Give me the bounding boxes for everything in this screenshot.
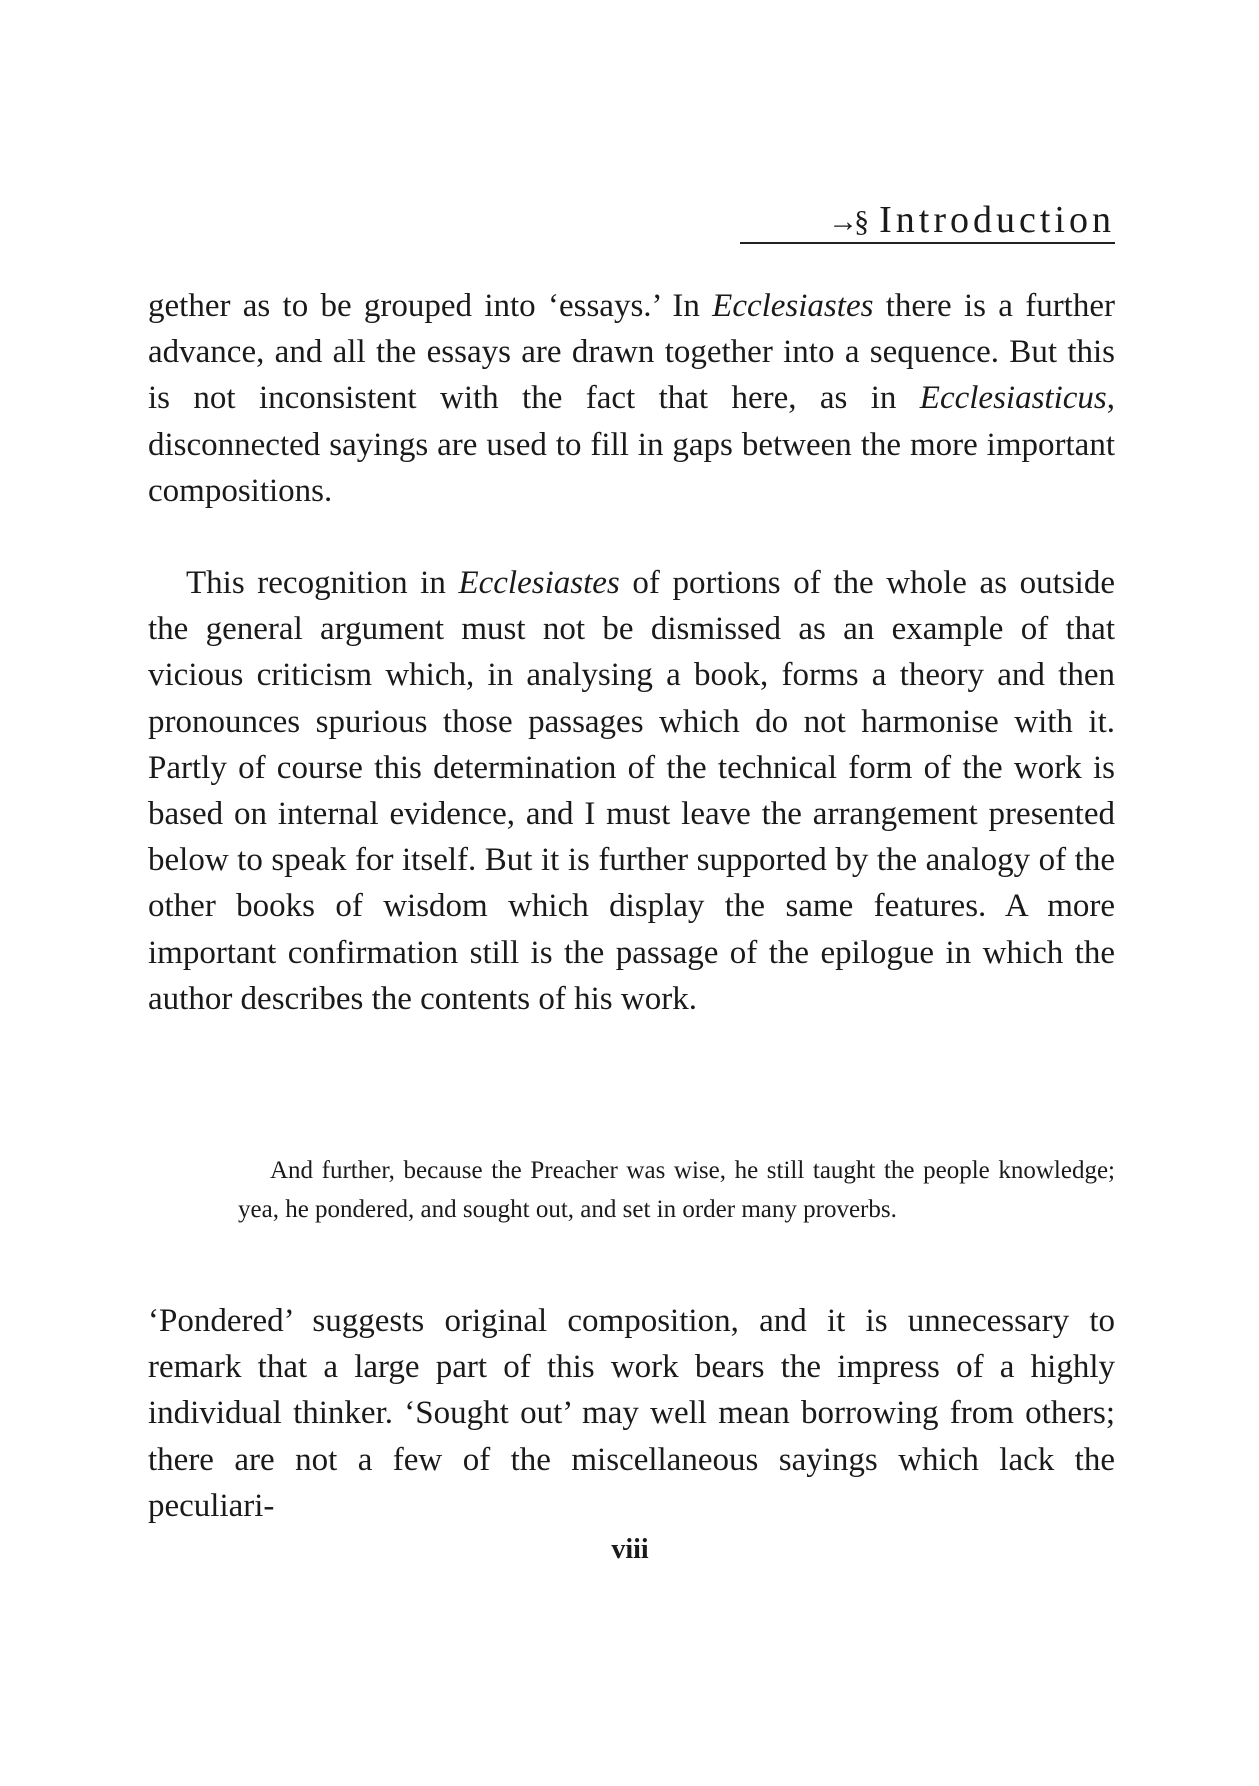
running-head-title: Introduction <box>879 199 1115 241</box>
paragraph-2 <box>148 560 1115 1022</box>
ornament-icon: →§ <box>828 205 866 238</box>
paragraph-1-text-c: , disconnected sayings are used to fill in gaps between the more important compositions. <box>148 380 1115 509</box>
running-head <box>740 196 1115 244</box>
block-quote: And further, because the Preacher was wise, he still taught the people knowledge; yea, he pondered, and sought out, and set in order many proverbs. <box>238 1157 1115 1223</box>
book-title-ecclesiasticus: Ecclesiasticus <box>919 380 1107 417</box>
paragraph-1-text-a: gether as to be grouped into ‘essays.’ In <box>148 288 713 324</box>
book-title-ecclesiastes: Ecclesiastes <box>712 288 874 324</box>
paragraph-2-text-b: of portions of the whole as outside the general argument must not be dismissed as an example of that vicious criticism which, in analysing a book, forms a theory and then pronounces spurious those passages which do not harmonise with it. Partly of course this determination of the technical form of the work is based on internal evidence, and I must leave the arrangement presented below to speak for itself. But it is further supported by the analogy of the other books of wisdom which display the same features. A more important confirmation still is the passage of the epilogue in which the author describes the contents of his work. <box>148 565 1115 1017</box>
paragraph-2-text-a: This recognition in <box>186 565 459 601</box>
paragraph-3: ‘Pondered’ suggests original composition, and it is unnecessary to remark that a large part of this work bears the impress of a highly individual thinker. ‘Sought out’ may well mean borrowing from others; there are not a few of the miscellaneous sayings which lack the peculiari- <box>148 1303 1115 1524</box>
book-title-ecclesiastes: Ecclesiastes <box>458 565 620 601</box>
paragraph-1 <box>148 283 1115 514</box>
paragraph-1-text-b: there is a further advance, and all the essays are drawn together into a sequence. But this is not inconsistent with the fact that here, as in <box>148 288 1115 417</box>
page-number: viii <box>611 1534 649 1565</box>
